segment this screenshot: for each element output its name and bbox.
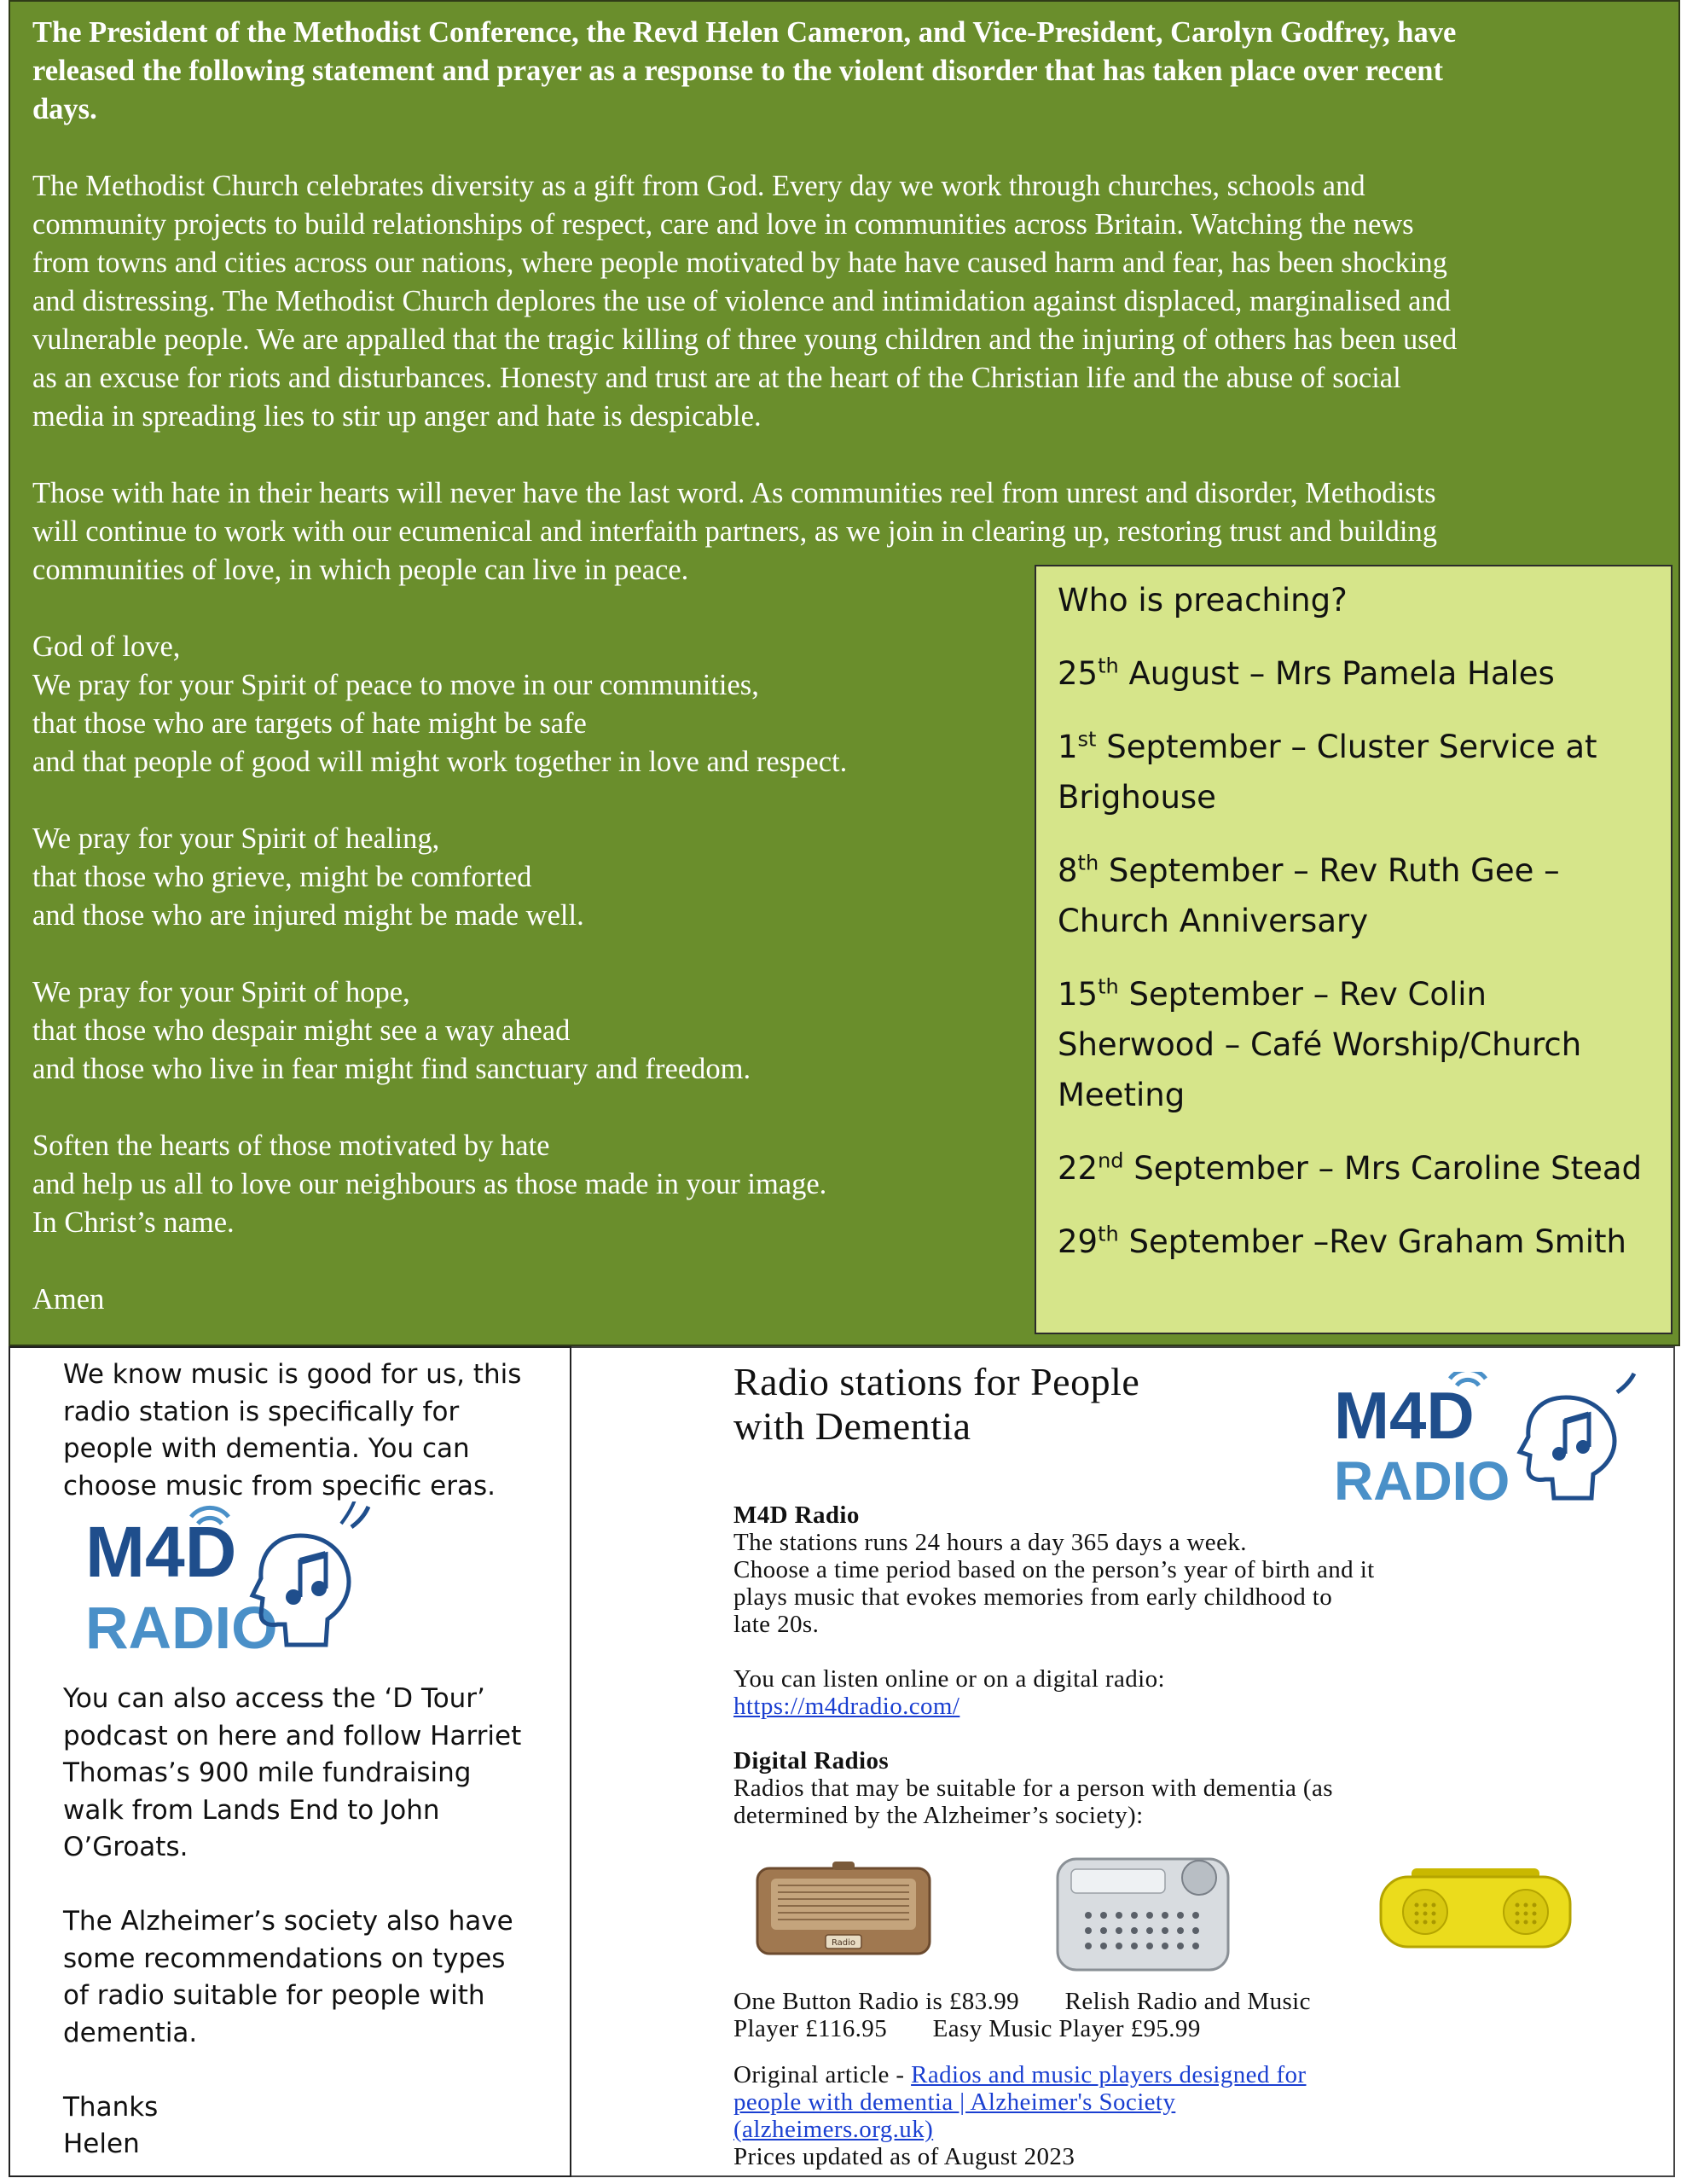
- radio-article: [571, 1346, 1675, 2177]
- preaching-entry: 15th September – Rev Colin Sherwood – Café Worship/Church Meeting: [1058, 974, 1582, 1113]
- statement-paragraph-1: The Methodist Church celebrates diversity as a gift from God. Every day we work through churches, schools and community projects to build relationships of respect, care and love in communities across Britain. Watching the news from towns and cities across our nations, where people motivated by hate have caused harm and fear, has been shocking and distressing. The Methodist Church deplores the use of violence and intimidation against displaced, marginalised and vulnerable people. We are appalled that the tragic killing of three young children and the injuring of others has been used as an excuse for riots and disturbances. Honesty and trust are at the heart of the Christian life and the abuse of social media in spreading lies to stir up anger and hate is despicable.: [32, 170, 1458, 433]
- svg-text:M4D: M4D: [1334, 1378, 1475, 1453]
- prayer-stanza-1: God of love, We pray for your Spirit of peace to move in our communities, that those who are targets of hate might be safe and that people of good will might work together in love and respect.: [32, 630, 848, 778]
- original-article-link[interactable]: Radios and music players designed for: [911, 2061, 1307, 2088]
- preaching-entry: 29th September –Rev Graham Smith: [1058, 1222, 1626, 1260]
- m4d-website-link[interactable]: https://m4dradio.com/: [733, 1693, 960, 1720]
- radio-note: [9, 1346, 571, 2177]
- preaching-entry: 22nd September – Mrs Caroline Stead: [1058, 1148, 1643, 1187]
- preaching-heading: Who is preaching?: [1058, 582, 1348, 619]
- svg-text:M4D: M4D: [85, 1512, 237, 1592]
- m4d-logo-graphic: [70, 1502, 386, 1664]
- prayer-stanza-3: We pray for your Spirit of hope, that those who despair might see a way ahead and those who live in fear might find sanctuary and freedom.: [32, 976, 751, 1085]
- preaching-entry: 8th September – Rev Ruth Gee – Church Anniversary: [1058, 851, 1560, 939]
- statement-lead: The President of the Methodist Conference, the Revd Helen Cameron, and Vice-President, Carolyn Godfrey, have released the following statement and prayer as a response to the violent disorder that has taken place over recent days.: [32, 16, 1457, 125]
- prayer-amen: Amen: [32, 1283, 105, 1316]
- prices-updated: Prices updated as of August 2023: [733, 2143, 1075, 2170]
- radio-prices: One Button Radio is £83.99 Relish Radio and Music: [733, 1988, 1311, 2015]
- svg-text:RADIO: RADIO: [1334, 1450, 1510, 1508]
- m4d-logo-graphic: [1329, 1372, 1653, 1508]
- m4d-radio-logo-article: [1329, 1372, 1653, 1508]
- original-article-link[interactable]: people with dementia | Alzheimer's Society: [733, 2088, 1176, 2116]
- svg-text:RADIO: RADIO: [85, 1594, 278, 1661]
- m4d-heading: M4D Radio: [733, 1502, 860, 1529]
- prayer-stanza-4: Soften the hearts of those motivated by hate and help us all to love our neighbours as those made in your image. In Christ’s name.: [32, 1130, 827, 1239]
- relish-radio-image: [1054, 1847, 1233, 1975]
- preaching-entry: 1st September – Cluster Service at Brighouse: [1058, 727, 1597, 816]
- digital-radios-heading: Digital Radios: [733, 1747, 890, 1774]
- preaching-entry: 25th August – Mrs Pamela Hales: [1058, 653, 1555, 692]
- easy-music-player-image: [1377, 1867, 1574, 1952]
- m4d-radio-logo: [70, 1502, 386, 1664]
- statement-paragraph-2: Those with hate in their hearts will never have the last word. As communities reel from unrest and disorder, Methodists will continue to work with our ecumenical and interfaith partners, as we join in clearing up, restoring trust and building communities of love, in which people can live in peace.: [32, 477, 1437, 586]
- one-button-radio-image: [754, 1860, 933, 1962]
- article-title: Radio stations for People with Dementia: [733, 1360, 1140, 1448]
- radio-note-text: We know music is good for us, this radio station is specifically for people with dementia. You can choose music from specific eras. You can also access the ‘D Tour’ podcast on here and follow Harriet Thomas’s 900 mile fundraising walk from Lands End to John O’Groats. The Alzheimer’s society also have some recommendations on types of radio suitable for people with dementia. Thanks Helen: [63, 1356, 566, 2164]
- article-body: M4D Radio The stations runs 24 hours a day 365 days a week. Choose a time period based on the person’s year of birth and it plays music that evokes memories from early childhood to late 20s. You can listen online or on a digital radio: https://m4dradio.com/ Digital Radios Radios that may be suitable for a person with dementia (as determined by the Alzheimer’s society): One Button Radio is £83.99 Relish Radio and Music Player £116.95 Easy Music Player £95.99 Original article - Radios and music players designed for people with dementia | Alzheimer's Society (alzheimers.org.uk) Prices updated as of August 2023: [733, 1502, 1620, 2170]
- prayer-stanza-2: We pray for your Spirit of healing, that those who grieve, might be comforted and those who are injured might be made well.: [32, 822, 584, 932]
- svg-text:Radio: Radio: [831, 1938, 856, 1948]
- original-article-link[interactable]: (alzheimers.org.uk): [733, 2116, 934, 2143]
- preaching-rota: [1035, 565, 1673, 1334]
